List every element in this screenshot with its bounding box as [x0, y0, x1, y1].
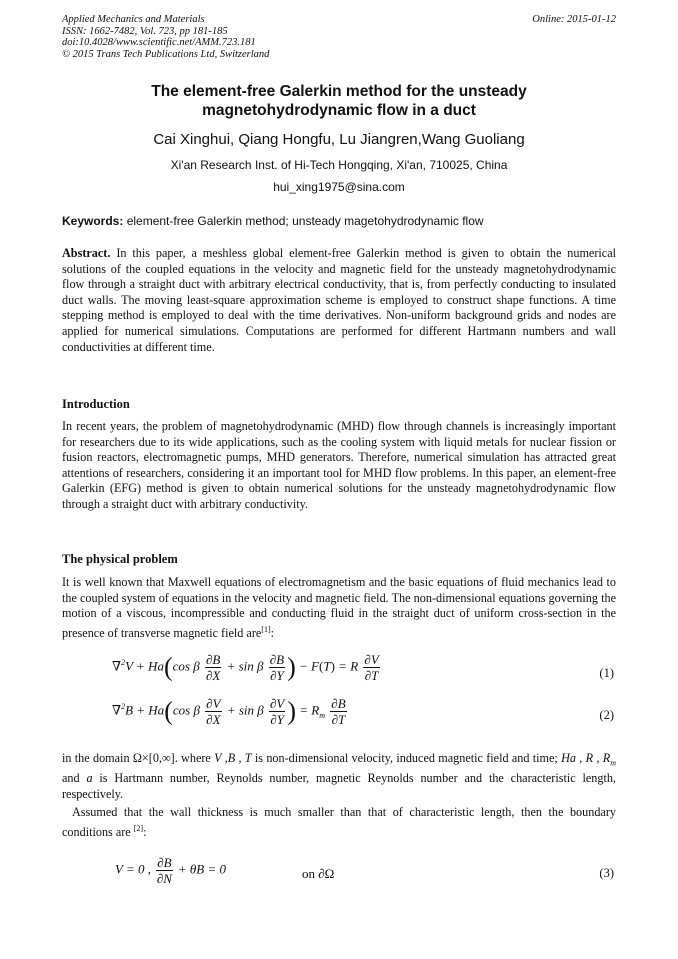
domain-text-e: and — [62, 771, 87, 786]
doi-line: doi:10.4028/www.scientific.net/AMM.723.181 — [62, 37, 256, 48]
abstract — [62, 246, 616, 355]
intro-text: In recent years, the problem of magnetohydrodynamic (MHD) flow through channels is increasingly important for researchers due to its wide applications, such as the cooling system with liquid metals for nuclear fission or fusion reactors, electromagnetic pumps, MHD generators. Therefore, numerical simulation has attracted great attentions of researchers, considering it an important tool for MHD flow problems. In this paper, an element-free Galerkin (EFG) method is given to obtain numerical solutions for the unsteady magnetohydrodynamic flow through a straight duct with arbitrary conductivity. — [62, 419, 616, 511]
boundary-text: Assumed that the wall thickness is much smaller than that of characteristic length, then the boundary conditions are — [62, 805, 616, 839]
authors: Cai Xinghui, Qiang Hongfu, Lu Jiangren,Wang Guoliang — [153, 131, 525, 148]
physical-text — [62, 575, 616, 641]
physical-end: : — [270, 625, 275, 640]
intro-heading: Introduction — [62, 397, 130, 411]
equation-2: ∇$^2$B + Ha(cos β $\frac{\partial V}{\partial X}$ + sin β $\frac{\partial V}{\partial Y}$ ) = $R_m$ $\frac{\partial B}{\partial T}$ — [112, 696, 346, 727]
email: hui_xing1975@sina.com — [273, 180, 405, 194]
equation-3-domain: on ∂Ω — [302, 866, 335, 881]
publication-info — [62, 14, 269, 60]
boundary-paragraph — [62, 805, 616, 840]
equation-3: V = 0 , $\frac{\partial B}{\partial N}$ + θB = 0 — [115, 855, 226, 886]
equation-2-number: (2) — [599, 708, 614, 722]
domain-text-g: is Hartmann number, Reynolds number, magnetic Reynolds number and the characteristic length, respectively. — [62, 771, 616, 801]
online-date: Online: 2015-01-12 — [532, 14, 616, 25]
title-line-2: magnetohydrodynamic flow in a duct — [202, 102, 476, 119]
affiliation: Xi'an Research Inst. of Hi-Tech Hongqing, Xi'an, 710025, China — [170, 158, 508, 172]
keywords — [62, 214, 484, 228]
domain-paragraph: in the domain Ω×[0,∞]. where V ,B , T is non-dimensional velocity, induced magnetic field and time; Ha , R , $R_m$ and a is Hartmann number, Reynolds number, magnetic Reynolds number and the characteristic length, respectively. — [62, 751, 616, 801]
keywords-label: Keywords: — [62, 214, 124, 228]
copyright-line: © 2015 Trans Tech Publications Ltd, Switzerland — [62, 48, 270, 60]
title-line-1: The element-free Galerkin method for the unsteady — [151, 83, 527, 100]
domain-text-b: V ,B , T — [214, 751, 252, 765]
paper-title — [62, 82, 616, 120]
domain-text-a: in the domain Ω×[0,∞]. where — [62, 751, 215, 765]
boundary-end: : — [143, 824, 147, 839]
domain-text-d: Ha , R , R — [561, 751, 611, 765]
physical-text-body: It is well known that Maxwell equations of electromagnetism and the basic equations of fluid mechanics lead to the coupled system of equations in the velocity and magnetic field. The non-dimensional equations governing the motion of a viscous, incompressible and conducting fluid in the straight duct of uniform cross-section in the presence of transverse magnetic field are — [62, 575, 616, 640]
physical-heading: The physical problem — [62, 552, 178, 566]
keywords-text: element-free Galerkin method; unsteady magetohydrodynamic flow — [123, 214, 484, 228]
boundary-ref: [2] — [133, 823, 144, 833]
issn-line: ISSN: 1662-7482, Vol. 723, pp 181-185 — [62, 25, 228, 37]
physical-ref: [1] — [261, 624, 271, 634]
domain-text-c: is non-dimensional velocity, induced magnetic field and time; — [251, 751, 562, 765]
domain-text-f: a — [86, 771, 93, 786]
equation-1-number: (1) — [599, 666, 614, 680]
equation-3-number: (3) — [599, 866, 614, 880]
equation-1: ∇$^2$V + Ha(cos β $\frac{\partial B}{\partial X}$ + sin β $\frac{\partial B}{\partial Y}$ ) − F(T) = R $\frac{\partial V}{\partial T}$ — [112, 652, 379, 683]
abstract-label: Abstract. — [62, 246, 111, 260]
journal-name: Applied Mechanics and Materials — [62, 14, 205, 25]
abstract-text: In this paper, a meshless global element-free Galerkin method is given to obtain the numerical solutions of the coupled equations in the velocity and magnetic field for the unsteady magnetohydrodynamic flow through a straight duct with arbitrary electrical conductivity, that is, from perfectly conducting to insulated duct walls. The moving least-square approximation scheme is employed to construct shape functions. A time stepping method is employed to deal with the time derivatives. Non-uniform background grids and nodes are applied for numerical simulations. Computations are performed for different Hartmann numbers and wall conductivities at different time. — [62, 246, 616, 354]
